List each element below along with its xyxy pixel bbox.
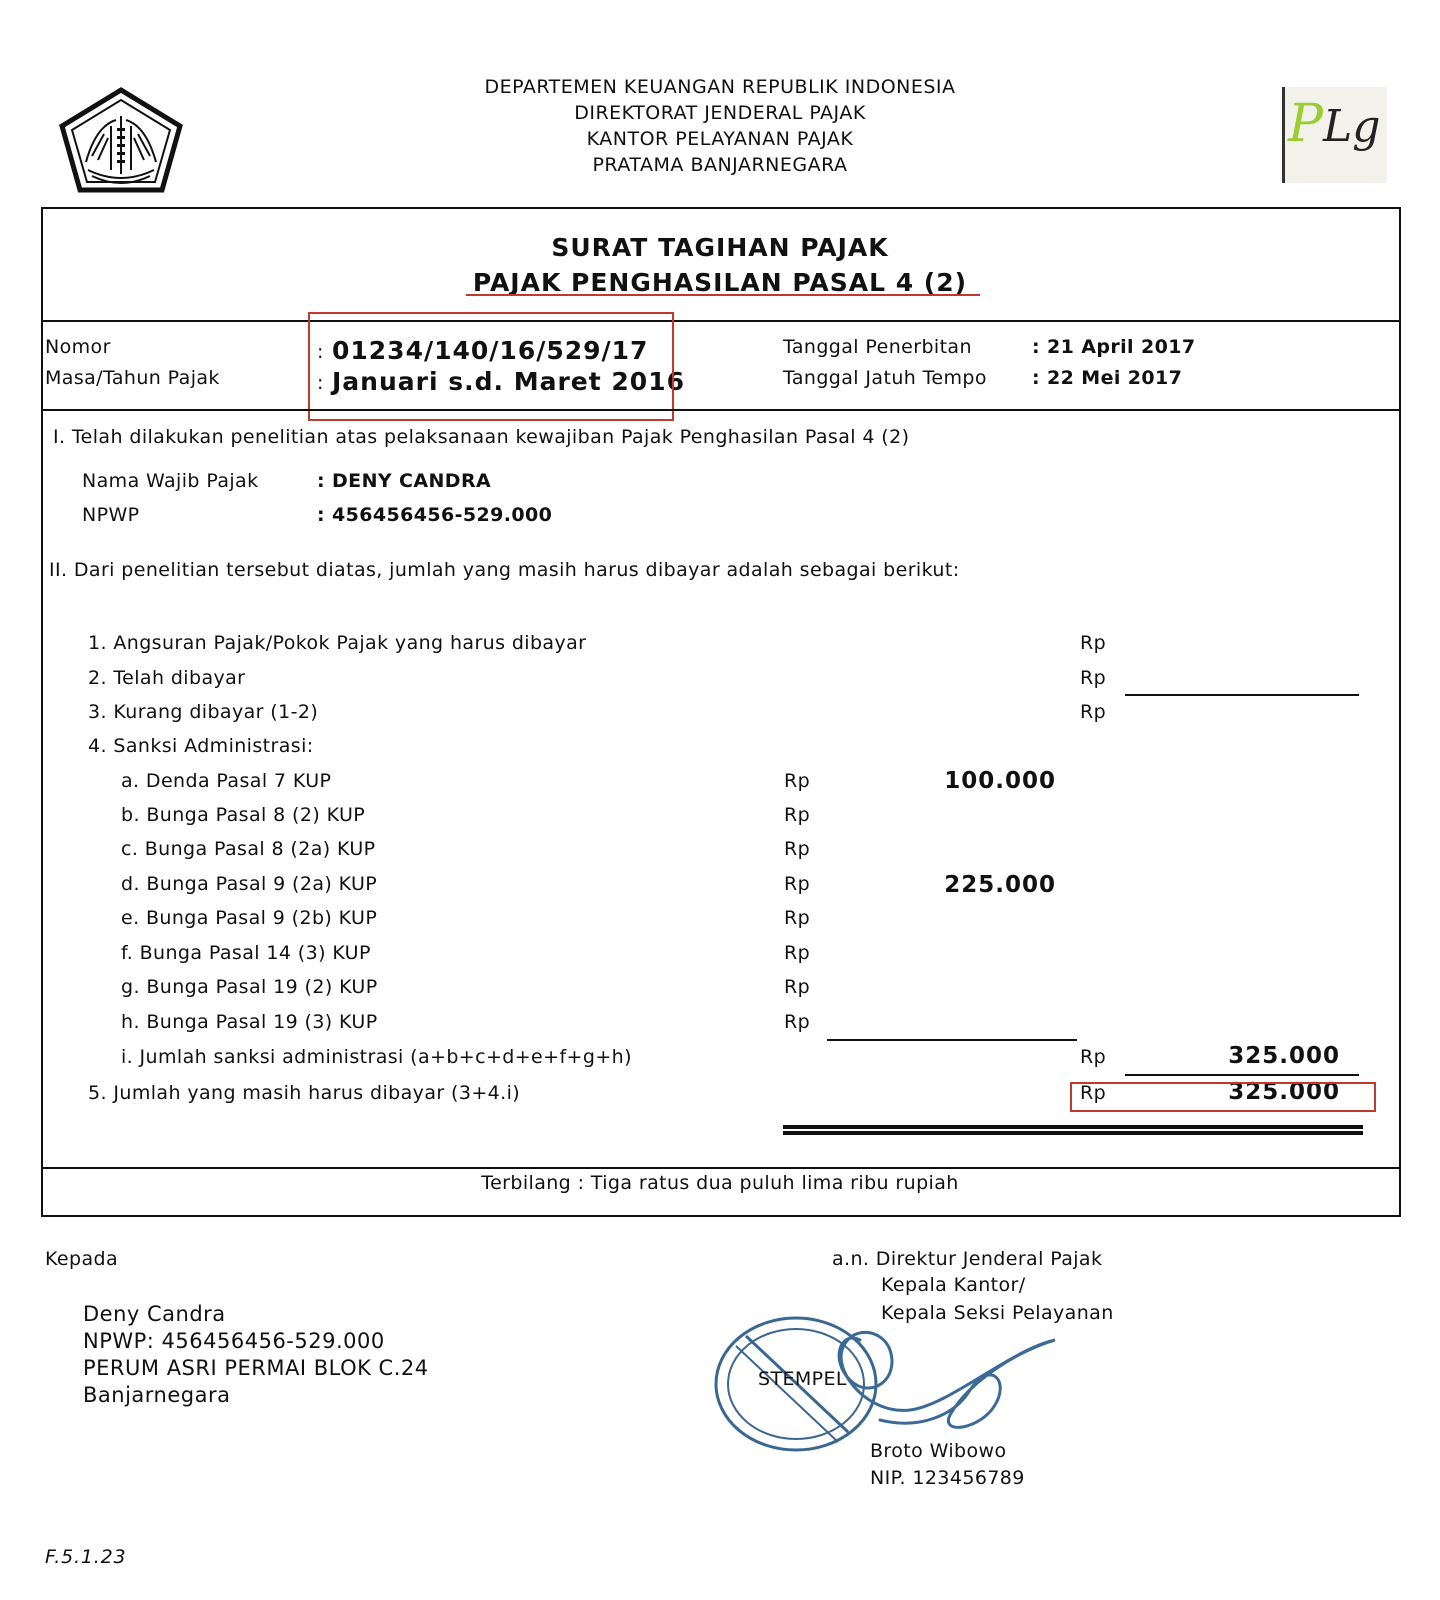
nomor-label: Nomor — [45, 336, 111, 358]
item-4i-currency: Rp — [1080, 1046, 1107, 1068]
nomor-highlight-box — [308, 312, 674, 421]
tanggal-jatuh-tempo-value: : 22 Mei 2017 — [1032, 367, 1183, 389]
item-4i-label: i. Jumlah sanksi administrasi (a+b+c+d+e+f+g+h) — [121, 1046, 632, 1068]
tanggal-jatuh-tempo-label: Tanggal Jatuh Tempo — [783, 367, 987, 389]
nomor-colon: : — [317, 341, 324, 363]
logo-letters-lg: Lg — [1323, 101, 1381, 152]
item-4a-currency: Rp — [784, 770, 811, 792]
item-4f-currency: Rp — [784, 942, 811, 964]
frame-top-gap — [200, 205, 201, 206]
divider-title — [41, 320, 1401, 322]
item-1-label: 1. Angsuran Pajak/Pokok Pajak yang harus dibayar — [88, 632, 587, 654]
item-2-currency: Rp — [1080, 667, 1107, 689]
item-4e-label: e. Bunga Pasal 9 (2b) KUP — [121, 907, 378, 929]
item-4d-value: 225.000 — [944, 872, 1056, 898]
item-5-label: 5. Jumlah yang masih harus dibayar (3+4.i) — [88, 1082, 521, 1104]
item-5-currency: Rp — [1080, 1082, 1107, 1104]
recipient-city: Banjarnegara — [83, 1383, 231, 1407]
title-line-1: SURAT TAGIHAN PAJAK — [551, 233, 889, 262]
signature-jabatan-2: Kepala Seksi Pelayanan — [881, 1302, 1114, 1324]
item-4g-label: g. Bunga Pasal 19 (2) KUP — [121, 976, 378, 998]
npwp-label: NPWP — [82, 504, 140, 526]
item-4d-currency: Rp — [784, 873, 811, 895]
item-4e-currency: Rp — [784, 907, 811, 929]
item-4-label: 4. Sanksi Administrasi: — [88, 735, 314, 757]
nama-wajib-pajak-label: Nama Wajib Pajak — [82, 470, 259, 492]
item-4i-value: 325.000 — [1228, 1043, 1340, 1069]
nama-wajib-pajak-value: : DENY CANDRA — [317, 470, 492, 492]
form-code: F.5.1.23 — [45, 1546, 127, 1568]
item-3-label: 3. Kurang dibayar (1-2) — [88, 701, 319, 723]
item-4h-label: h. Bunga Pasal 19 (3) KUP — [121, 1011, 378, 1033]
item-2-underline — [1125, 694, 1359, 696]
signature-an: a.n. Direktur Jenderal Pajak — [832, 1248, 1103, 1270]
item-2-label: 2. Telah dibayar — [88, 667, 246, 689]
handwritten-signature — [820, 1320, 1070, 1450]
item-4c-label: c. Bunga Pasal 8 (2a) KUP — [121, 838, 376, 860]
company-logo-text — [1288, 94, 1381, 154]
signatory-name: Broto Wibowo — [870, 1440, 1007, 1462]
logo-letter-p: P — [1288, 94, 1323, 154]
item-4h-currency: Rp — [784, 1011, 811, 1033]
total-double-line-2 — [783, 1131, 1363, 1135]
item-4f-label: f. Bunga Pasal 14 (3) KUP — [121, 942, 371, 964]
masa-colon: : — [317, 372, 324, 394]
terbilang-text: Terbilang : Tiga ratus dua puluh lima ribu rupiah — [481, 1172, 959, 1194]
item-1-currency: Rp — [1080, 632, 1107, 654]
item-3-currency: Rp — [1080, 701, 1107, 723]
header-line-2: DIREKTORAT JENDERAL PAJAK — [574, 102, 866, 124]
section-2-text: II. Dari penelitian tersebut diatas, jumlah yang masih harus dibayar adalah sebagai berikut: — [49, 559, 960, 581]
npwp-value: : 456456456-529.000 — [317, 504, 553, 526]
tanggal-penerbitan-value: : 21 April 2017 — [1032, 336, 1196, 358]
title-line-2: PAJAK PENGHASILAN PASAL 4 (2) — [472, 268, 968, 297]
item-4i-underline — [1125, 1074, 1359, 1076]
title-underline — [466, 294, 980, 296]
header-line-1: DEPARTEMEN KEUANGAN REPUBLIK INDONESIA — [484, 76, 956, 98]
item-4a-value: 100.000 — [944, 768, 1056, 794]
divider-info — [41, 409, 1401, 411]
recipient-name: Deny Candra — [83, 1302, 226, 1326]
divider-terbilang — [41, 1167, 1401, 1169]
header-line-3: KANTOR PELAYANAN PAJAK — [586, 128, 854, 150]
masa-label: Masa/Tahun Pajak — [45, 367, 220, 389]
section-1-text: I. Telah dilakukan penelitian atas pelaksanaan kewajiban Pajak Penghasilan Pasal 4 (2) — [53, 426, 910, 448]
item-4a-label: a. Denda Pasal 7 KUP — [121, 770, 332, 792]
item-4h-underline — [827, 1039, 1077, 1041]
total-highlight-box — [1070, 1079, 1376, 1112]
item-4g-currency: Rp — [784, 976, 811, 998]
nomor-value: 01234/140/16/529/17 — [332, 336, 649, 365]
kepada-label: Kepada — [45, 1248, 119, 1270]
signatory-nip: NIP. 123456789 — [870, 1467, 1025, 1489]
item-4c-currency: Rp — [784, 838, 811, 860]
tanggal-penerbitan-label: Tanggal Penerbitan — [783, 336, 972, 358]
stamp-label: STEMPEL — [758, 1368, 847, 1390]
recipient-npwp: NPWP: 456456456-529.000 — [83, 1329, 385, 1353]
recipient-address: PERUM ASRI PERMAI BLOK C.24 — [83, 1356, 429, 1380]
signature-jabatan-1: Kepala Kantor/ — [881, 1274, 1026, 1296]
item-4b-currency: Rp — [784, 804, 811, 826]
header-line-4: PRATAMA BANJARNEGARA — [592, 154, 848, 176]
item-4b-label: b. Bunga Pasal 8 (2) KUP — [121, 804, 366, 826]
item-4d-label: d. Bunga Pasal 9 (2a) KUP — [121, 873, 378, 895]
masa-value: Januari s.d. Maret 2016 — [332, 367, 685, 396]
total-double-line-1 — [783, 1125, 1363, 1129]
item-5-value: 325.000 — [1228, 1079, 1340, 1105]
